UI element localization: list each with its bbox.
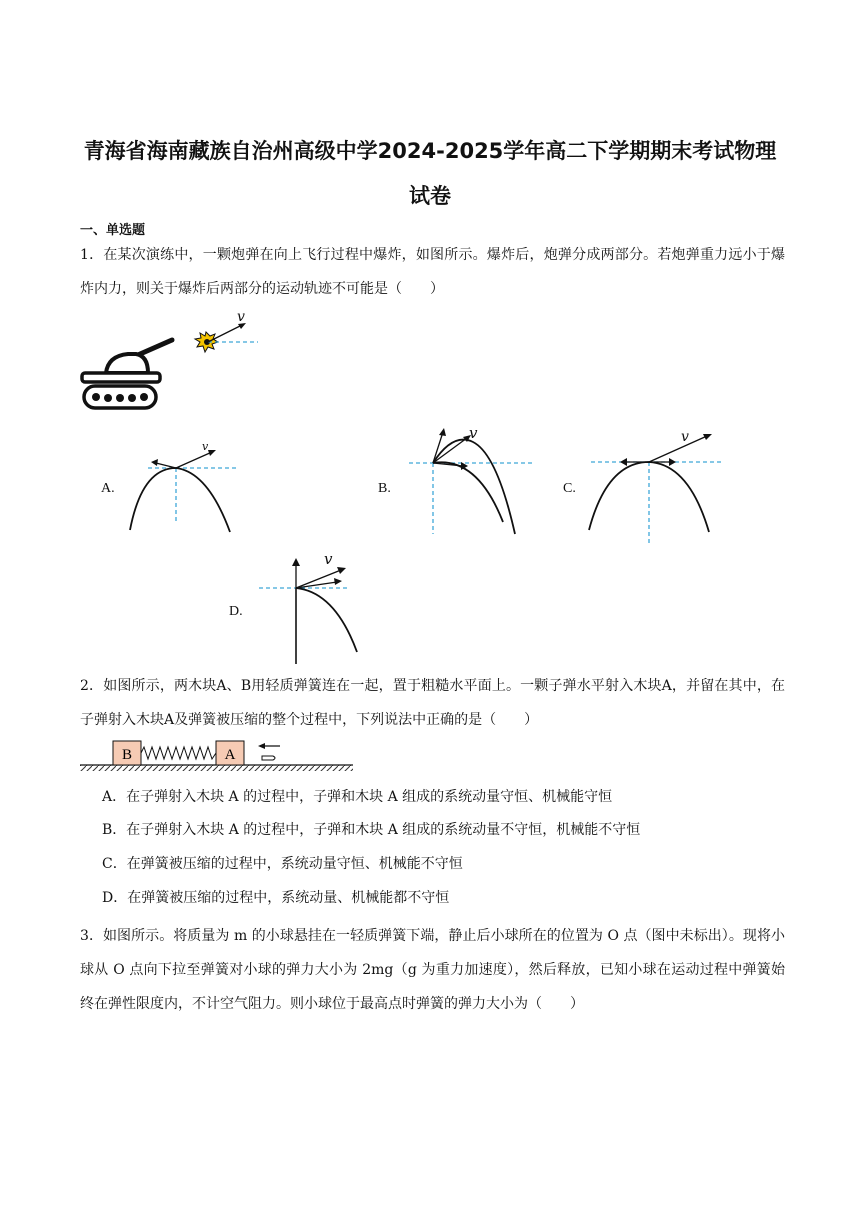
q1-option-b-label: B. [378, 481, 391, 496]
q2-option-b: B．在子弹射入木块 A 的过程中，子弹和木块 A 组成的系统动量不守恒，机械能不守恒 [102, 822, 641, 838]
svg-text:v: v [469, 424, 478, 442]
svg-text:A: A [224, 747, 236, 763]
q1-option-a-figure [120, 438, 245, 538]
bullet-icon [262, 756, 275, 760]
velocity-arrow [208, 324, 244, 342]
q2-option-c: C．在弹簧被压缩的过程中，系统动量守恒、机械能不守恒 [102, 856, 463, 872]
svg-text:v: v [202, 440, 209, 453]
question-2-stem: 2．如图所示，两木块A、B用轻质弹簧连在一起，置于粗糙水平面上。一颗子弹水平射入木块A，并留在其中，在子弹射入木块A及弹簧被压缩的整个过程中，下列说法中正确的是（ ） [80, 678, 785, 728]
question-1-stem: 1．在某次演练中，一颗炮弹在向上飞行过程中爆炸，如图所示。爆炸后，炮弹分成两部分。若炮弹重力远小于爆炸内力，则关于爆炸后两部分的运动轨迹不可能是（ ） [80, 247, 785, 297]
spring-blocks-figure [80, 736, 355, 776]
q1-option-b-figure [405, 424, 535, 539]
section-heading: 一、单选题 [80, 223, 146, 238]
velocity-label: v [237, 309, 245, 325]
explosion-icon [195, 332, 218, 352]
question-3-stem: 3．如图所示。将质量为 m 的小球悬挂在一轻质弹簧下端，静止后小球所在的位置为 O 点（图中未标出）。现将小球从 O 点向下拉至弹簧对小球的弹力大小为 2mg（g 为重力加速度），然后释放，已知小球在运动过程中弹簧始终在弹性限度内，不计空气阻力。则小球位于最高点时弹簧的弹力大小为（ ） [80, 928, 785, 1012]
q2-option-d: D．在弹簧被压缩的过程中，系统动量、机械能都不守恒 [102, 890, 450, 906]
svg-text:v: v [324, 550, 333, 568]
exam-title-line2: 试卷 [409, 184, 451, 208]
spring [141, 747, 216, 759]
svg-text:B: B [121, 747, 133, 763]
q1-option-d-label: D. [229, 604, 243, 619]
rough-ground [80, 765, 353, 771]
tank-icon [82, 340, 172, 408]
exam-title-line1: 青海省海南藏族自治州高级中学2024-2025学年高二下学期期末考试物理 [83, 139, 777, 163]
q2-option-a: A．在子弹射入木块 A 的过程中，子弹和木块 A 组成的系统动量守恒、机械能守恒 [102, 789, 613, 805]
q1-option-a-label: A. [101, 481, 115, 496]
svg-text:v: v [681, 429, 689, 445]
tank-figure [76, 308, 266, 418]
q1-option-d-figure [255, 548, 365, 668]
q1-option-c-figure [585, 428, 725, 548]
q1-option-c-label: C. [563, 481, 576, 496]
